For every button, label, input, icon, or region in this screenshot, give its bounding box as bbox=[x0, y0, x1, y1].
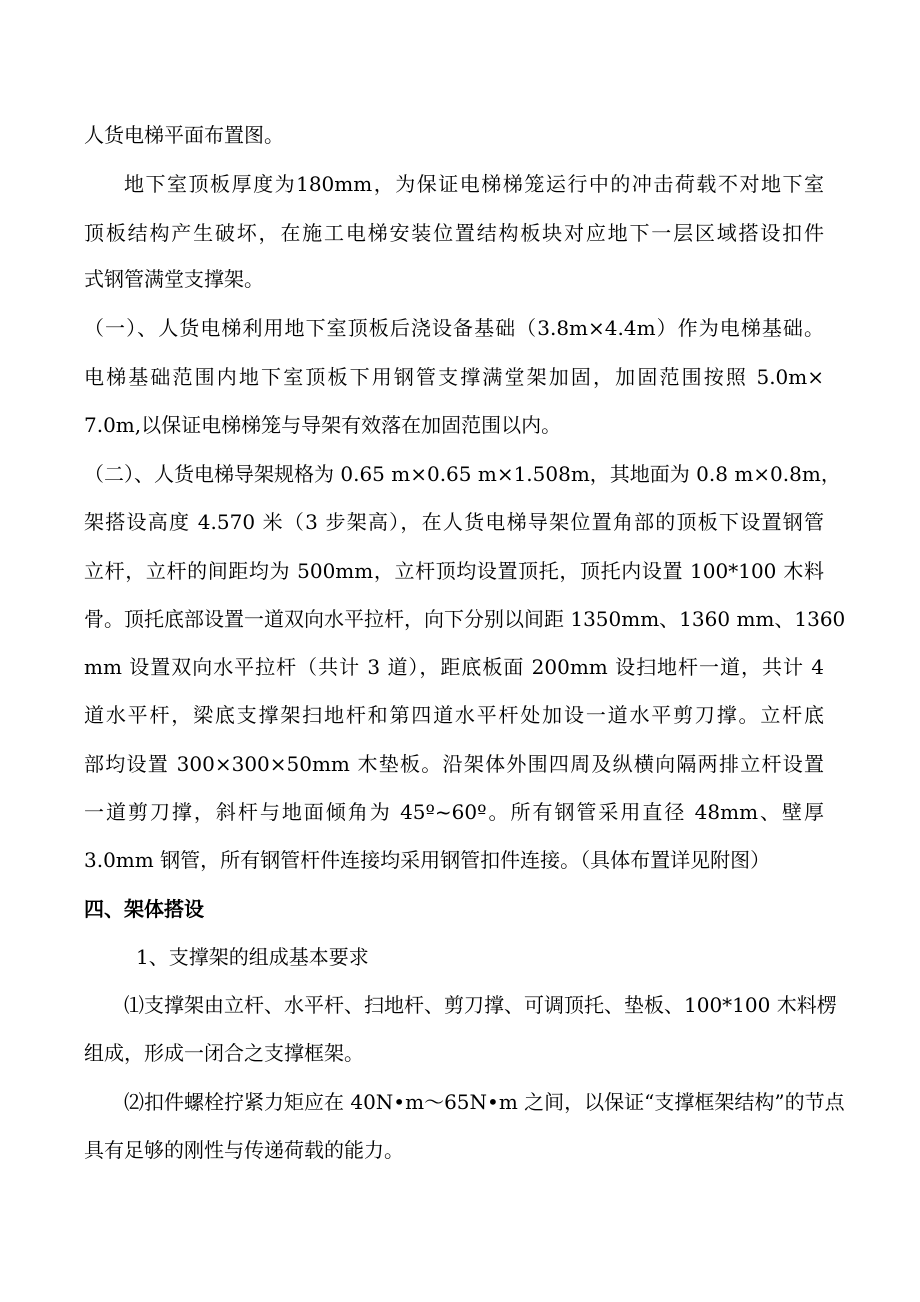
paragraph-line: 顶板结构产生破坏，在施工电梯安装位置结构板块对应地下一层区域搭设扣件 bbox=[84, 221, 824, 245]
subsection-heading: 1、支撑架的组成基本要求 bbox=[136, 945, 369, 969]
paragraph-line: 具有足够的刚性与传递荷载的能力。 bbox=[84, 1138, 404, 1162]
paragraph-line: 3.0mm 钢管，所有钢管杆件连接均采用钢管扣件连接。（具体布置详见附图） bbox=[84, 848, 771, 872]
paragraph-line: 组成，形成一闭合之支撑框架。 bbox=[84, 1041, 364, 1065]
paragraph-line: 架搭设高度 4.570 米（3 步架高），在人货电梯导架位置角部的顶板下设置钢管 bbox=[84, 510, 824, 534]
paragraph-line: 立杆，立杆的间距均为 500mm，立杆顶均设置顶托，顶托内设置 100*100 木料 bbox=[84, 559, 824, 583]
paragraph-line: 部均设置 300×300×50mm 木垫板。沿架体外围四周及纵横向隔两排立杆设置 bbox=[84, 752, 824, 776]
section-heading: 四、架体搭设 bbox=[84, 897, 204, 921]
paragraph-line: （一）、人货电梯利用地下室顶板后浇设备基础（3.8m×4.4m）作为电梯基础。 bbox=[84, 316, 824, 340]
paragraph-line: 道水平杆，梁底支撑架扫地杆和第四道水平杆处加设一道水平剪刀撑。立杆底 bbox=[84, 703, 824, 727]
paragraph-line: 一道剪刀撑，斜杆与地面倾角为 45º~60º。所有钢管采用直径 48mm、壁厚 bbox=[84, 800, 824, 824]
paragraph-line: 人货电梯平面布置图。 bbox=[84, 123, 284, 147]
paragraph-line: 电梯基础范围内地下室顶板下用钢管支撑满堂架加固，加固范围按照 5.0m× bbox=[84, 365, 824, 389]
paragraph-line: 骨。顶托底部设置一道双向水平拉杆，向下分别以间距 1350mm、1360 mm、1360 bbox=[84, 607, 846, 631]
paragraph-line: ⑵扣件螺栓拧紧力矩应在 40N•m～65N•m 之间，以保证“支撑框架结构”的节点 bbox=[124, 1090, 845, 1114]
paragraph-line: mm 设置双向水平拉杆（共计 3 道），距底板面 200mm 设扫地杆一道，共计 4 bbox=[84, 655, 824, 679]
paragraph-line: 式钢管满堂支撑架。 bbox=[84, 267, 264, 291]
paragraph-line: 7.0m,以保证电梯梯笼与导架有效落在加固范围以内。 bbox=[84, 413, 562, 437]
paragraph-line: （二）、人货电梯导架规格为 0.65 m×0.65 m×1.508m，其地面为 0.8 m×0.8m， bbox=[84, 462, 841, 486]
paragraph-line: 地下室顶板厚度为180mm，为保证电梯梯笼运行中的冲击荷载不对地下室 bbox=[124, 172, 824, 196]
paragraph-line: ⑴支撑架由立杆、水平杆、扫地杆、剪刀撑、可调顶托、垫板、100*100 木料楞 bbox=[124, 993, 837, 1017]
